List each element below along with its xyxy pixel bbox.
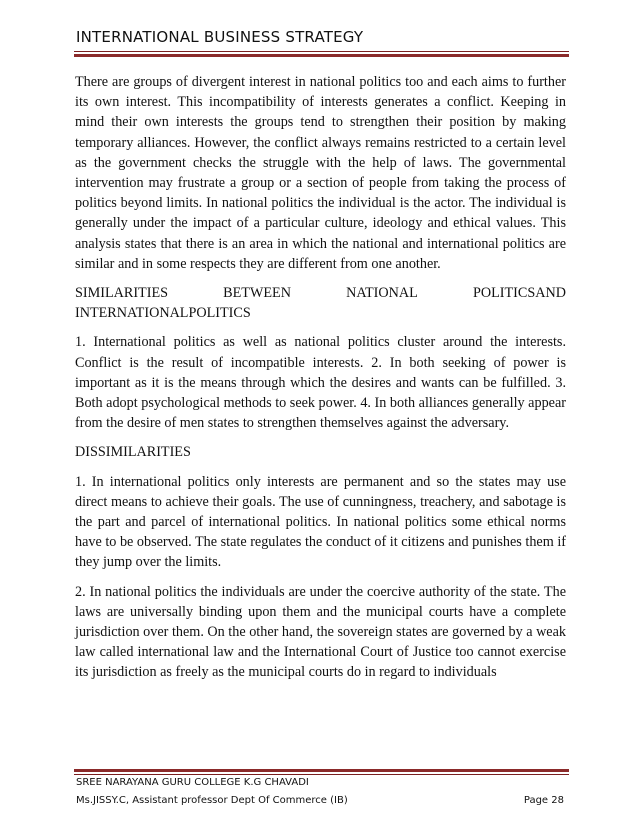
similarities-heading-line2: INTERNATIONALPOLITICS bbox=[75, 305, 251, 322]
dissimilarities-paragraph-2: 2. In national politics the individuals are under the coercive authority of the state. The laws are universally binding upon them and the municipal courts have a complete jurisdiction over them. On the other hand, the sovereign states are governed by a weak law called international law and the International Court of Justice too cannot exercise its jurisdiction as freely as the municipal courts do in regard to individuals bbox=[75, 583, 566, 681]
dissimilarities-paragraph-1: 1. In international politics only interests are permanent and so the states may use direct means to achieve their goals. The use of cunningness, treachery, and sabotage is the part and parcel of international politics. In national politics some ethical norms have to be observed. The state regulates the conduct of it citizens and punishes them if they jump over the limits. bbox=[75, 473, 566, 571]
similarities-heading bbox=[75, 283, 566, 303]
header-rule-thick bbox=[74, 54, 569, 57]
similarities-heading-word: BETWEEN bbox=[223, 285, 291, 302]
similarities-heading-word: POLITICSAND bbox=[472, 285, 566, 302]
page-header-title: INTERNATIONAL BUSINESS STRATEGY bbox=[76, 28, 364, 46]
page-body bbox=[75, 72, 566, 692]
header-rule-thin bbox=[74, 51, 569, 52]
similarities-paragraph: 1. International politics as well as national politics cluster around the interests. Conflict is the result of incompatible interests. 2. In both seeking of power is important as it is the means through which the desires and wants can be fulfilled. 3. Both adopt psychological methods to seek power. 4. In both alliances generally appear from the desire of men states to strengthen themselves against the adversary. bbox=[75, 334, 566, 432]
dissimilarities-heading: DISSIMILARITIES bbox=[75, 444, 191, 461]
footer-rule-thin bbox=[74, 774, 569, 775]
footer-page-number: Page 28 bbox=[523, 795, 564, 806]
similarities-heading-word: SIMILARITIES bbox=[75, 285, 169, 302]
footer-rule-thick bbox=[74, 769, 569, 772]
intro-paragraph: There are groups of divergent interest in national politics too and each aims to further its own interest. This incompatibility of interests generates a conflict. Keeping in mind their own interests the groups tend to strengthen their position by making temporary alliances. However, the conflict always remains restricted to a certain level as the government checks the struggle with the help of laws. The governmental intervention may frustrate a group or a section of people from taking the process of politics beyond limits. In national politics the individual is the actor. The individual is generally under the impact of a particular culture, ideology and ethical values. This analysis states that there is an area in which the national and international politics are similar and in some respects they are different from one another. bbox=[75, 74, 566, 272]
footer-author: Ms.JISSY.C, Assistant professor Dept Of Commerce (IB) bbox=[76, 795, 348, 806]
similarities-heading-word: NATIONAL bbox=[346, 285, 418, 302]
footer-college-name: SREE NARAYANA GURU COLLEGE K.G CHAVADI bbox=[76, 777, 309, 788]
